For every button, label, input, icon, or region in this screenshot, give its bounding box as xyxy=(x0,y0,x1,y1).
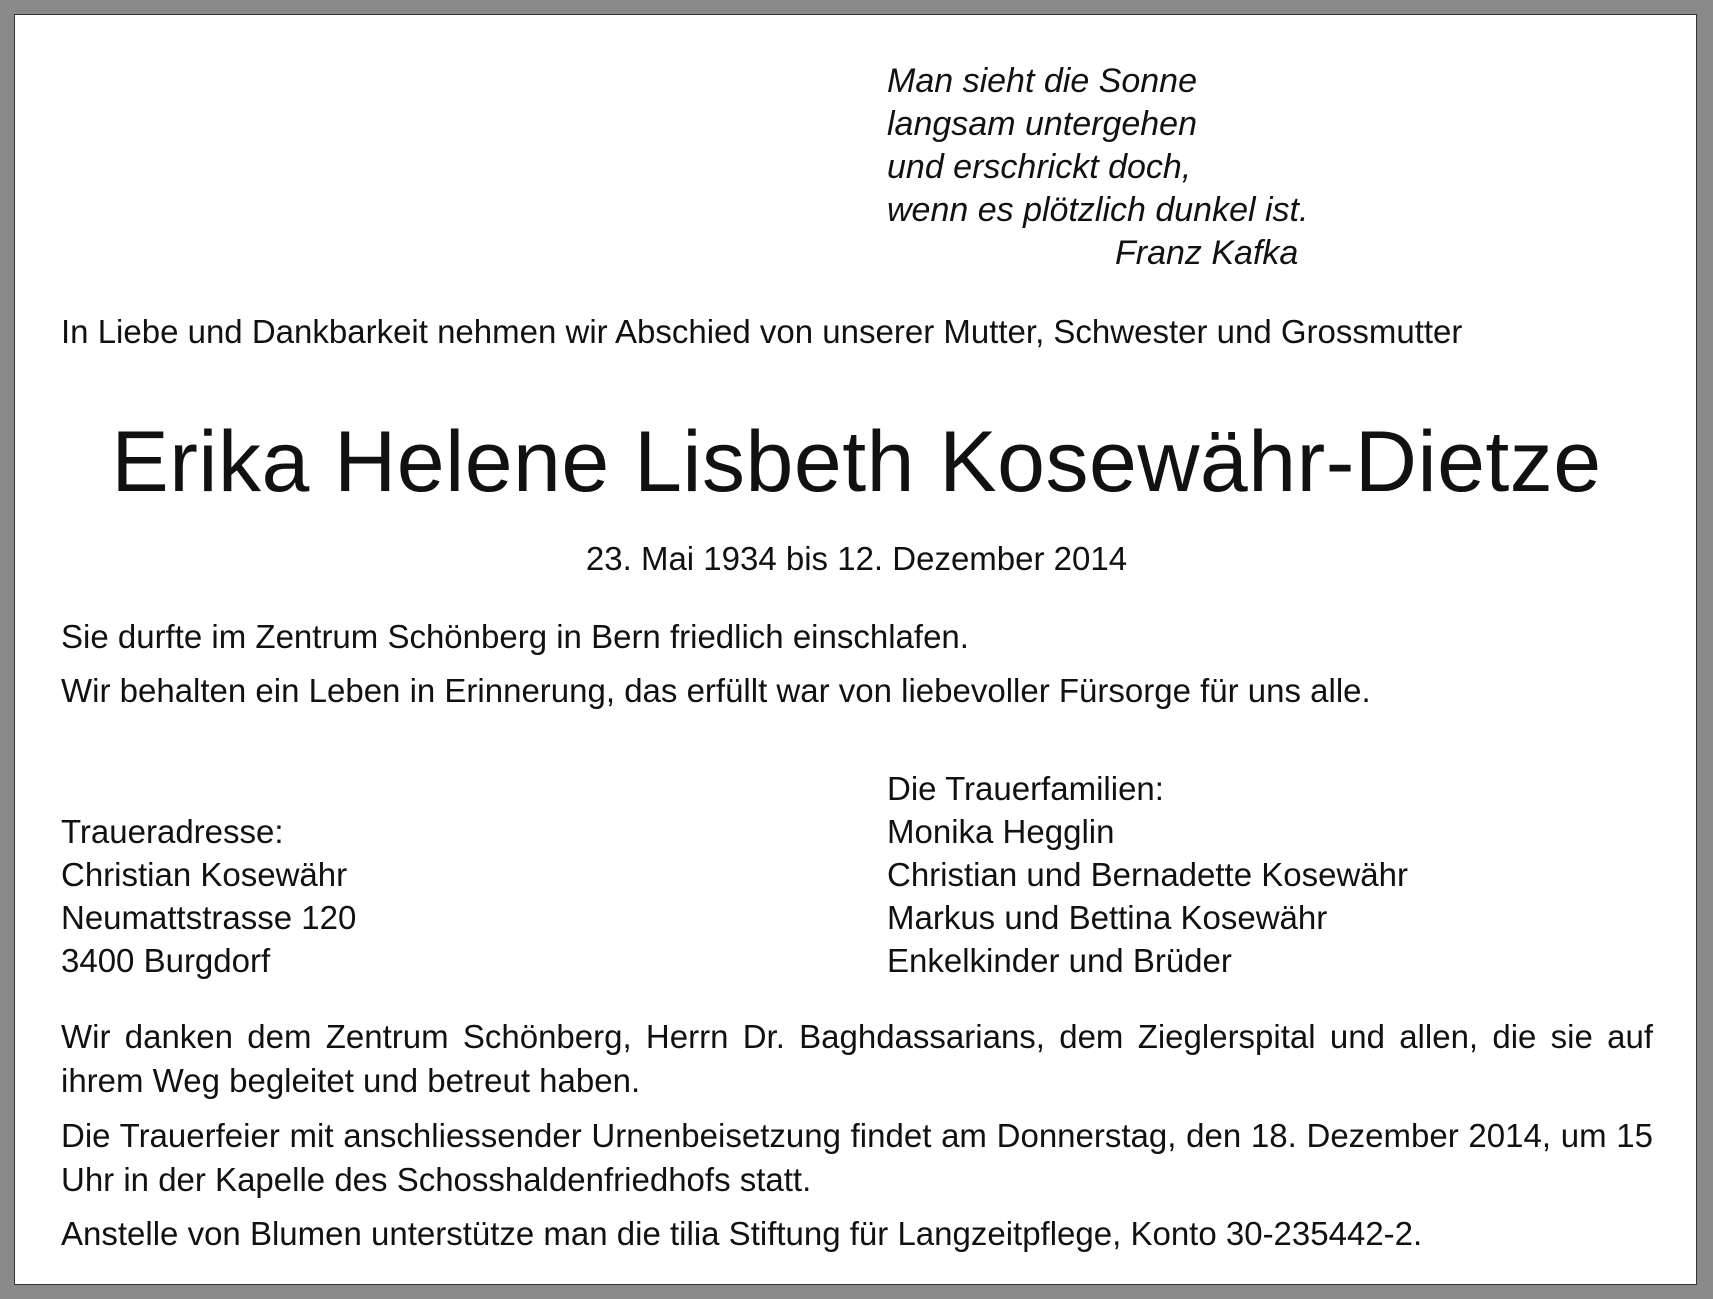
statement-line: Sie durfte im Zentrum Schönberg in Bern friedlich einschlafen. xyxy=(61,618,969,655)
obituary-card xyxy=(14,14,1697,1285)
family-line: Enkelkinder und Brüder xyxy=(887,942,1232,979)
motto-line: Man sieht die Sonne xyxy=(887,62,1197,100)
thanks-paragraph: Wir danken dem Zentrum Schönberg, Herrn Dr. Baghdassarians, dem Zieglerspital und allen, die sie auf ihrem Weg begleitet und betreut haben. xyxy=(61,1018,1653,1099)
mourning-address xyxy=(61,810,356,982)
motto-line: und erschrickt doch, xyxy=(887,148,1192,186)
families-heading: Die Trauerfamilien: xyxy=(887,770,1164,807)
family-line: Markus und Bettina Kosewähr xyxy=(887,899,1328,936)
motto-line: langsam untergehen xyxy=(887,105,1198,143)
motto-line: wenn es plötzlich dunkel ist. xyxy=(887,191,1309,229)
mourning-families xyxy=(887,767,1408,982)
motto-author: Franz Kafka xyxy=(1115,234,1299,272)
statement-line: Wir behalten ein Leben in Erinnerung, das erfüllt war von liebevoller Fürsorge für uns alle. xyxy=(61,672,1371,709)
address-line: Neumattstrasse 120 xyxy=(61,899,357,936)
family-line: Monika Hegglin xyxy=(887,813,1115,850)
life-dates: 23. Mai 1934 bis 12. Dezember 2014 xyxy=(585,540,1128,577)
deceased-name: Erika Helene Lisbeth Kosewähr-Dietze xyxy=(111,414,1602,510)
motto-quote xyxy=(887,60,1308,275)
intro-text: In Liebe und Dankbarkeit nehmen wir Abschied von unserer Mutter, Schwester und Grossmutter xyxy=(61,313,1463,350)
ceremony-paragraph: Die Trauerfeier mit anschliessender Urnenbeisetzung findet am Donnerstag, den 18. Dezember 2014, um 15 Uhr in der Kapelle des Schosshaldenfriedhofs statt. xyxy=(61,1117,1653,1198)
donation-paragraph: Anstelle von Blumen unterstütze man die tilia Stiftung für Langzeitpflege, Konto 30-235442-2. xyxy=(61,1215,1423,1252)
address-line: Christian Kosewähr xyxy=(61,856,348,893)
address-line: 3400 Burgdorf xyxy=(61,942,271,979)
family-line: Christian und Bernadette Kosewähr xyxy=(887,856,1408,893)
address-heading: Traueradresse: xyxy=(61,813,284,850)
